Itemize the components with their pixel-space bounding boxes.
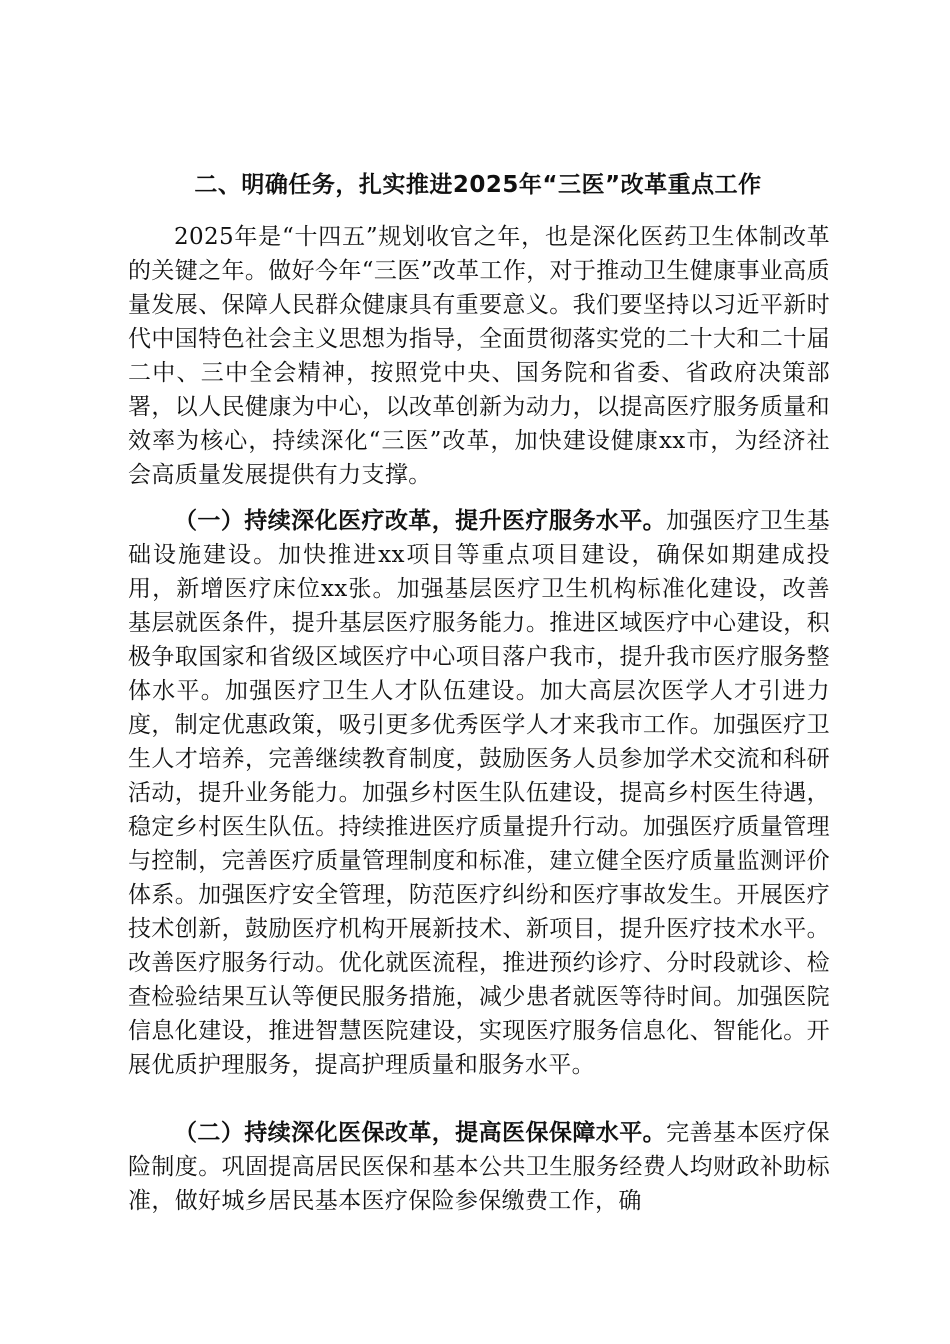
paragraph-text: 完善基本医疗保险制度。巩固提高居民医保和基本公共卫生服务经费人均财政补助标准，做好城乡居民基本医疗保险参保缴费工作，确 <box>128 1120 830 1214</box>
paragraph-text: 加强医疗卫生基础设施建设。加快推进xx项目等重点项目建设，确保如期建成投用，新增医疗床位xx张。加强基层医疗卫生机构标准化建设，改善基层就医条件，提升基层医疗服务能力。推进区域医疗中心建设，积极争取国家和省级区域医疗中心项目落户我市，提升我市医疗服务整体水平。加强医疗卫生人才队伍建设。加大高层次医学人才引进力度，制定优惠政策，吸引更多优秀医学人才来我市工作。加强医疗卫生人才培养，完善继续教育制度，鼓励医务人员参加学术交流和科研活动，提升业务能力。加强乡村医生队伍建设，提高乡村医生待遇，稳定乡村医生队伍。持续推进医疗质量提升行动。加强医疗质量管理与控制，完善医疗质量管理制度和标准，建立健全医疗质量监测评价体系。加强医疗安全管理，防范医疗纠纷和医疗事故发生。开展医疗技术创新，鼓励医疗机构开展新技术、新项目，提升医疗技术水平。改善医疗服务行动。优化就医流程，推进预约诊疗、分时段就诊、检查检验结果互认等便民服务措施，减少患者就医等待时间。加强医院信息化建设，推进智慧医院建设，实现医疗服务信息化、智能化。开展优质护理服务，提高护理质量和服务水平。 <box>128 508 830 1078</box>
paragraph-insurance-reform <box>128 1116 830 1218</box>
section-heading: 二、明确任务，扎实推进2025年“三医”改革重点工作 <box>194 172 762 198</box>
paragraph-lead: （二）持续深化医保改革，提高医保保障水平。 <box>174 1120 667 1146</box>
paragraph-intro <box>128 220 830 492</box>
paragraph-lead: （一）持续深化医疗改革，提升医疗服务水平。 <box>174 508 667 534</box>
paragraph-text: 2025年是“十四五”规划收官之年，也是深化医药卫生体制改革的关键之年。做好今年“三医”改革工作，对于推动卫生健康事业高质量发展、保障人民群众健康具有重要意义。我们要坚持以习近平新时代中国特色社会主义思想为指导，全面贯彻落实党的二十大和二十届二中、三中全会精神，按照党中央、国务院和省委、省政府决策部署，以人民健康为中心，以改革创新为动力，以提高医疗服务质量和效率为核心，持续深化“三医”改革，加快建设健康xx市，为经济社会高质量发展提供有力支撑。 <box>128 224 830 488</box>
paragraph-medical-reform <box>128 504 830 1082</box>
